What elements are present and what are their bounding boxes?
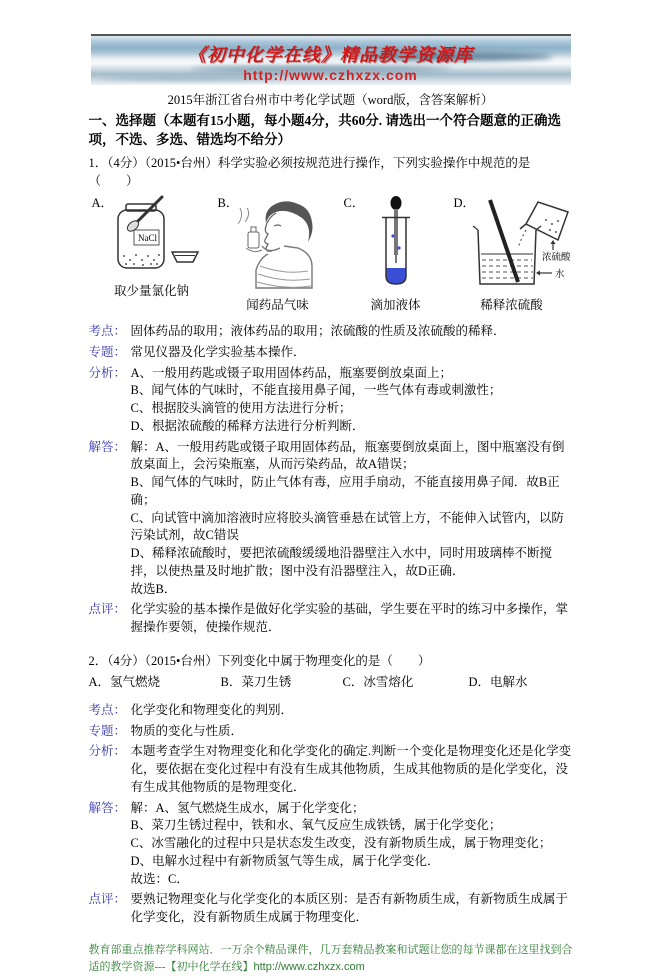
question-2-stem: 2．（4分）（2015•台州）下列变化中属于物理变化的是（ ） [88, 653, 431, 668]
option-d-letter: D． [468, 674, 491, 689]
zhuanti-row [89, 723, 573, 741]
banner-site-name: 《初中化学在线》精品教学资源库 [188, 45, 473, 65]
doc-title: 2015年浙江省台州市中考化学试题（word版，含答案解析） [167, 93, 494, 107]
jieda-label: 解答： [88, 800, 127, 815]
dianping-label: 点评： [88, 602, 127, 617]
reagent-jar-spoon-figure [102, 196, 202, 279]
kaodian-label: 考点： [88, 702, 127, 717]
zhuanti-row [89, 344, 573, 362]
kaodian-label: 考点： [88, 324, 127, 339]
jieda-para: C、冰雪融化的过程中只是状态发生改变，没有新物质生成，属于物理变化； [130, 836, 552, 851]
option-d [451, 193, 573, 313]
section-header: 一、选择题（本题有15小题，每小题4分，共60分. 请选出一个符合题意的正确选项，不选、多选、错选均不给分） [88, 113, 561, 147]
dropper-test-tube-figure [378, 196, 414, 293]
option-c-letter: C． [343, 196, 365, 211]
jieda-para: B、闻气体的气味时，防止气体有毒，应用手扇动，不能直接用鼻子闻．故B正确； [130, 475, 560, 507]
jieda-row [89, 439, 573, 599]
footer-url[interactable]: http://www.czhxzx.com [253, 960, 365, 973]
zhuanti-label: 专题： [88, 344, 127, 359]
option-a [89, 193, 215, 313]
jieda-answer: 故选：C． [130, 871, 189, 886]
zhuanti-text: 物质的变化与性质． [130, 723, 244, 738]
option-c [341, 193, 451, 313]
footer-text: 教育部重点推荐学科网站．一万余个精品课件，几万套精品教案和试题让您的每节课都在这里找到合适的教学资源---【初中化学在线】 [88, 943, 573, 973]
zhuanti-text: 常见仪器及化学实验基本操作． [130, 344, 306, 359]
option-b [221, 672, 343, 690]
option-a-caption: 取少量氯化钠 [113, 284, 189, 299]
kaodian-row [89, 702, 573, 720]
zhuanti-label: 专题： [88, 723, 127, 738]
option-b-caption: 闻药品气味 [246, 298, 309, 313]
option-b [215, 193, 341, 313]
fenxi-label: 分析： [88, 744, 127, 759]
jieda-row [89, 800, 573, 889]
option-c-caption: 滴加液体 [370, 298, 421, 313]
dianping-row [89, 601, 573, 637]
fenxi-label: 分析： [88, 365, 127, 380]
child-smelling-bottle-figure [224, 196, 332, 293]
jieda-para: B、菜刀生锈过程中，铁和水、氧气反应生成铁锈，属于化学变化； [130, 818, 502, 833]
fenxi-para: B、闻气体的气味时，不能直接用鼻子闻，一些气体有毒或刺激性； [130, 383, 502, 398]
jieda-label: 解答： [88, 439, 127, 454]
option-a [89, 672, 221, 690]
jieda-answer: 故选B． [130, 581, 177, 596]
dianping-text: 化学实验的基本操作是做好化学实验的基础，学生要在平时的练习中多操作，掌握操作要领，使操作规范． [130, 602, 569, 635]
kaodian-row [89, 323, 573, 341]
option-a-letter: A． [88, 674, 111, 689]
question-2-options [89, 672, 573, 690]
option-b-text: 菜刀生锈 [241, 674, 292, 689]
question-1 [89, 154, 573, 637]
jar-chemical-label: NaCl [137, 233, 157, 244]
jieda-para: 解：A、一般用药匙或镊子取用固体药品，瓶塞要倒放桌面上，图中瓶塞没有倒放桌面上，会污染瓶塞，从而污染药品，故A错误； [130, 439, 565, 472]
option-d-caption: 稀释浓硫酸 [480, 298, 543, 313]
option-d-text: 电解水 [490, 674, 528, 689]
fenxi-para: C、根据胶头滴管的使用方法进行分析； [130, 401, 352, 416]
question-2 [89, 652, 573, 927]
jieda-para: 解：A、氢气燃烧生成水，属于化学变化； [130, 800, 365, 815]
option-a-text: 氢气燃烧 [110, 674, 161, 689]
dianping-text: 要熟记物理变化与化学变化的本质区别：是否有新物质生成，有新物质生成属于化学变化，没有新物质生成属于物理变化． [130, 892, 569, 925]
option-b-letter: B． [217, 196, 239, 211]
question-1-analysis [89, 323, 573, 637]
fenxi-row [89, 365, 573, 436]
site-banner-image [91, 34, 571, 85]
option-d [469, 672, 528, 690]
option-c [343, 672, 469, 690]
fenxi-para: D、根据浓硫酸的稀释方法进行分析判断． [130, 418, 365, 433]
jieda-para: D、稀释浓硫酸时，要把浓硫酸缓缓地沿器壁注入水中，同时用玻璃棒不断搅拌，以使热量及时地扩散；图中没有沿器壁注入，故D正确． [130, 546, 553, 578]
banner-site-url[interactable]: http://www.czhxzx.com [243, 67, 418, 83]
jieda-para: D、电解水过程中有新物质氢气等生成，属于化学变化． [130, 853, 440, 868]
question-2-analysis [89, 702, 573, 927]
option-c-text: 冰雪熔化 [363, 674, 414, 689]
acid-label: 浓硫酸 [541, 253, 571, 264]
question-1-options [89, 193, 573, 313]
jieda-para: C、向试管中滴加溶液时应将胶头滴管垂悬在试管上方，不能伸入试管内，以防污染试剂，故C错误 [130, 510, 564, 543]
option-c-letter: C． [342, 674, 364, 689]
footer-note [89, 942, 573, 976]
option-d-letter: D． [453, 196, 476, 211]
option-a-letter: A． [91, 196, 114, 211]
water-label: 水 [554, 270, 565, 281]
kaodian-text: 固体药品的取用；液体药品的取用；浓硫酸的性质及浓硫酸的稀释． [130, 324, 506, 339]
kaodian-text: 化学变化和物理变化的判别． [130, 702, 294, 717]
fenxi-para: 本题考查学生对物理变化和化学变化的确定.判断一个变化是物理变化还是化学变化，要依据在变化过程中有没有生成其他物质，生成其他物质的是化学变化，没有生成其他物质的是物理变化． [130, 744, 572, 794]
fenxi-para: A、一般用药匙或镊子取用固体药品，瓶塞要倒放桌面上； [130, 365, 453, 380]
fenxi-row [89, 743, 573, 796]
option-b-letter: B． [220, 674, 242, 689]
dianping-row [89, 891, 573, 927]
dianping-label: 点评： [88, 892, 127, 907]
question-1-stem: 1．（4分）（2015•台州）科学实验必须按规范进行操作，下列实验操作中规范的是（ ） [88, 155, 531, 188]
